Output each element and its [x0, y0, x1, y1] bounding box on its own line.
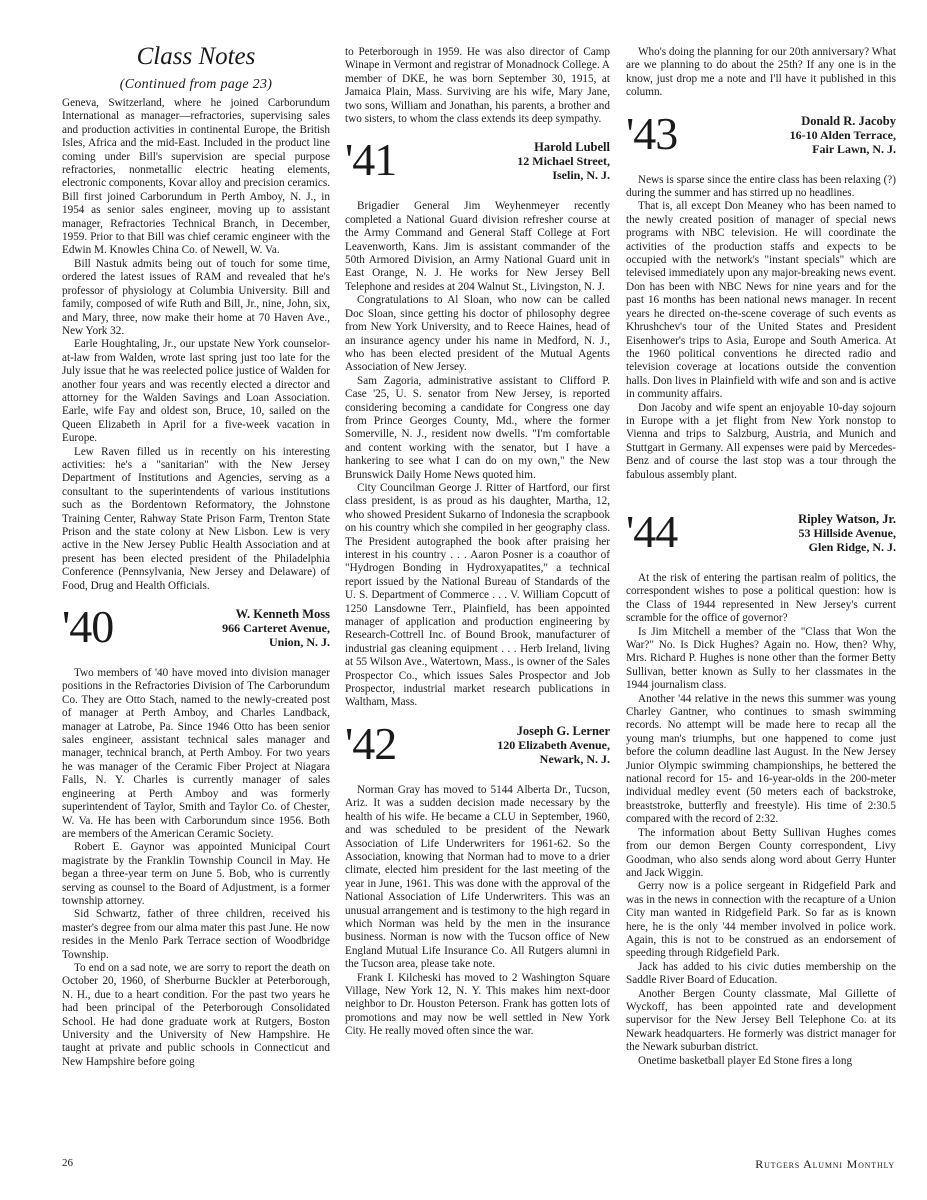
intro-paragraph: Earle Houghtaling, Jr., our upstate New York counselor-at-law from Walden, wrote last spring just too late for the July issue that he was reelected police justice of Walden for another four years and was recently elected a director and attorney for the Walden Savings and Loan Association. Earle, wife Fay and oldest son, Bruce, 10, sailed on the Queen Elizabeth in April for a five-week vacation in Europe. — [62, 338, 330, 445]
correspondent-street: 16-10 Alden Terrace, — [789, 127, 896, 142]
class-41-paragraph: Sam Zagoria, administrative assistant to Clifford P. Case '25, U. S. senator from New Jersey, is reported considering becoming a candidate for Congress one day from Prince Georges County, Md., where the former Somerville, N. J., resident now dwells. "I'm comfortable and content working with the senator, but I have a hankering to see what I can do on my own," the New Brunswick Daily Home News quoted him. — [345, 374, 610, 481]
class-40-paragraph: Sid Schwartz, father of three children, received his master's degree from our alma mater this past June. He now resides in the Menlo Park Terrace section of Woodbridge Township. — [62, 908, 330, 961]
class-44-paragraph: Is Jim Mitchell a member of the "Class that Won the War?" No. Is Dick Hughes? Again no. How, then? Why, Mrs. Richard P. Hughes is none other than the former Betty Sullivan, better known as Sully to her classmates in the 1944 journalism class. — [626, 625, 896, 692]
class-44-paragraph: Onetime basketball player Ed Stone fires a long — [638, 1054, 853, 1067]
class-44-paragraph: The information about Betty Sullivan Hughes comes from our demon Bergen County correspondent, Livy Goodman, who also sends along word about Gerry Hunter and Jack Wiggin. — [626, 826, 896, 879]
class-42-continuation: Who's doing the planning for our 20th anniversary? What are we planning to do about the 25th? If any one is in the know, just drop me a note and I'll have it published in this column. — [626, 46, 896, 99]
class-42-paragraph: Frank I. Kilcheski has moved to 2 Washington Square Village, New York 12, N. Y. This makes him next-door neighbor to Dr. Houston Peterson. Frank has gotten lots of promotions and may now be well settled in New York City. He really moved often since the war. — [345, 971, 610, 1038]
magazine-name: Rutgers Alumni Monthly — [755, 1157, 895, 1171]
class-42-paragraph: Norman Gray has moved to 5144 Alberta Dr., Tucson, Ariz. It was a sudden decision made necessary by the health of his wife. He became a CLU in September, 1960, and was scheduled to be president of the Newark Association of Life Underwriters for 1961-62. So the Association, knowing that Norman had to move to a drier climate, elected him president for the last meeting of the year in June, 1961. This was done with the approval of the National Association of Life Underwriters. This was an unusual arrangement and is testimony to the high regard in which Norman was held by the men in the insurance business. Norman is now with the Tucson office of New England Mutual Life Insurance Co. All Rutgers alumni in the Tucson area, please take note. — [345, 783, 610, 971]
continued-note: (Continued from page 23) — [119, 77, 273, 92]
correspondent-city: Union, N. J. — [268, 635, 330, 650]
correspondent-42 — [497, 724, 610, 766]
class-44-paragraph: Another Bergen County classmate, Mal Gillette of Wyckoff, has been appointed rate and development supervisor for the New Jersey Bell Telephone Co. at its Newark headquarters. He formerly was district manager for the Newark suburban district. — [626, 987, 896, 1054]
intro-paragraph: Bill Nastuk admits being out of touch for some time, ordered the latest issues of RAM and revealed that he's professor of physiology at Columbia University. Bill and family, composed of wife Ruth and Bill, Jr., nine, John, six, and Mary, three, now make their home at 70 Haven Ave., New York 32. — [62, 257, 330, 337]
class-40-continuation: to Peterborough in 1959. He was also director of Camp Winape in Vermont and registrar of Monadnock College. A member of DKE, he was born September 30, 1915, at Jamaica Plain, Mass. Surviving are his wife, Mary Jane, two sons, William and Jonathan, his parents, a brother and two sisters, to whom the class extends its deep sympathy. — [345, 46, 610, 126]
correspondent-street: 120 Elizabeth Avenue, — [497, 737, 610, 752]
intro-paragraph: Lew Raven filled us in recently on his interesting activities: he's a "sanitarian" with the New Jersey Department of Institutions and Agencies, serving as a consultant to the superintendents of various institutions such as the Bordentown Reformatory, the Johnstone Training Center, Rahway State Prison Farm, Trenton State Prison and the state colony at New Lisbon. Lew is very active in the New Jersey Public Health Association and at present has been elected president of the Philadelphia Conference (Pennsylvania, New Jersey and Delaware) of Food, Drug and Health Officials. — [62, 445, 330, 592]
column-left — [62, 40, 330, 1069]
class-43-heading — [626, 107, 896, 166]
class-41-paragraph: Brigadier General Jim Weyhenmeyer recently completed a National Guard division refresher course at the Army Command and General Staff College at Fort Leavenworth, Kans. Jim is assistant commander of the 50th Armored Division, an Army National Guard unit in East Orange, N. J. He works for New Jersey Bell Telephone and resides at 204 Walnut St., Livingston, N. J. — [345, 200, 610, 293]
class-year-43: '43 — [626, 107, 678, 159]
class-year-40: '40 — [62, 601, 114, 653]
class-40-paragraph: Two members of '40 have moved into division manager positions in the Refractories Division of The Carborundum Co. They are Otto Stach, named to the newly-created post of manager at Perth Amboy, and Charles Landback, manager at Latrobe, Pa. Since 1946 Otto has been senior sales engineer, assistant technical sales manager and manager, technical branch, at Perth Amboy. For two years he was manager of the Ceramic Fiber Project at Niagara Falls, N. Y. Charles is currently manager of sales engineering at Perth Amboy and was formerly superintendent of Taylor, Smith and Taylor Co. of Chester, W. Va. He has been with Carborundum since 1956. Both are members of the American Ceramic Society. — [62, 667, 330, 840]
correspondent-city: Newark, N. J. — [539, 751, 610, 766]
class-44-paragraph: Jack has added to his civic duties membership on the Saddle River Board of Education. — [626, 960, 896, 987]
class-42-heading — [345, 717, 610, 776]
class-40-heading — [62, 603, 330, 659]
class-41-heading — [345, 136, 610, 192]
class-41-paragraph: City Councilman George J. Ritter of Hartford, our first class president, is as proud as his daughter, Martha, 12, who showed President Sukarno of Indonesia the scrapbook on his country which she compiled in her geography class. The President autographed the book after praising her interest in his country . . . Aaron Posner is a coauthor of "Hydrogen Bonding in Hydroxyapatites," a technical report issued by the National Bureau of Standards of the U. S. Department of Commerce . . . V. William Copcutt of 1250 Lansdowne Terr., Plainfield, has been appointed manager of application and production engineering by Research-Cottrell Inc. of Bound Brook, manufacturer of industrial gas cleaning equipment . . . Herb Ireland, living at 55 Wilson Ave., Watertown, Mass., is owner of the Sales Prospector Co., which issues Sales Prospector and Job Prospector, industrial market research publications in Waltham, Mass. — [345, 481, 610, 709]
correspondent-name: Joseph G. Lerner — [516, 723, 610, 738]
correspondent-name: Ripley Watson, Jr. — [798, 511, 896, 526]
class-43-paragraph: Don Jacoby and wife spent an enjoyable 10-day sojourn in Europe with a jet flight from New York nonstop to Vienna and trips to Salzburg, Austria, and Munich and Stuttgart in Germany. All expenses were paid by Mercedes-Benz and of course the last stop was a tour through the fabulous assembly plant. — [626, 401, 896, 481]
class-year-44: '44 — [626, 505, 678, 557]
correspondent-city: Fair Lawn, N. J. — [812, 141, 896, 156]
correspondent-43 — [790, 114, 896, 156]
correspondent-40 — [222, 607, 330, 649]
correspondent-city: Iselin, N. J. — [552, 168, 610, 183]
page-number: 26 — [62, 1157, 73, 1169]
correspondent-name: Harold Lubell — [534, 140, 610, 155]
correspondent-name: Donald R. Jacoby — [801, 113, 896, 128]
correspondent-street: 12 Michael Street, — [517, 154, 610, 169]
class-44-paragraph: Gerry now is a police sergeant in Ridgefield Park and was in the news in connection with the recapture of a Union City man wanted in Ridgefield Park. So far as is known here, he is the only '44 member involved in police work. Again, this is not to be construed as an endorsement of speeding through Ridgefield Park. — [626, 880, 896, 960]
correspondent-name: W. Kenneth Moss — [235, 607, 330, 622]
class-year-41: '41 — [345, 134, 397, 186]
class-44-heading — [626, 505, 896, 564]
correspondent-street: 966 Carteret Avenue, — [222, 621, 330, 636]
correspondent-street: 53 Hillside Avenue, — [798, 525, 896, 540]
class-40-paragraph: To end on a sad note, we are sorry to report the death on October 20, 1960, of Sherburne Buckler at Peterborough, N. H., due to a heart condition. For the past two years he had been principal of the Peterborough Consolidated School. He had done graduate work at Rutgers, Boston University and the University of New Hampshire. He taught at private and public schools in Connecticut and New Hampshire before going — [62, 961, 330, 1068]
correspondent-41 — [517, 140, 610, 182]
column-right — [626, 46, 896, 1068]
class-44-paragraph: At the risk of entering the partisan realm of politics, the correspondent wishes to pose a political question: how is the Class of 1944 represented in New Jersey's current scramble for the office of governor? — [626, 571, 896, 625]
class-44-paragraph: Another '44 relative in the news this summer was young Charley Gantner, who continues to smash swimming records. No attempt will be made here to recap all the young man's triumphs, but one happened to come just before the column deadline last August. In the New Jersey Junior Olympic swimming championships, he bettered the national record for 15- and 16-year-olds in the 200-meter individual medley event (50 meters each of backstroke, breaststroke, butterfly and freestyle). His time of 2:30.5 compared with the record of 2:32. — [626, 692, 896, 826]
class-43-paragraph: News is sparse since the entire class has been relaxing (?) during the summer and has stirred up no headlines. — [626, 173, 896, 200]
class-40-paragraph: Robert E. Gaynor was appointed Municipal Court magistrate by the Franklin Township Council in May. He began a three-year term on June 5. Bob, who is currently serving as counsel to the Board of Adjustment, is a former township attorney. — [62, 841, 330, 907]
page-title: Class Notes — [136, 43, 256, 70]
column-middle — [345, 46, 610, 1039]
class-41-paragraph: Congratulations to Al Sloan, who now can be called Doc Sloan, since getting his doctor of philosophy degree from New York University, and to Reece Haines, head of an insurance agency under his name in Medford, N. J., who has been elected president of the Mutual Agents Association of New Jersey. — [345, 294, 610, 374]
correspondent-city: Glen Ridge, N. J. — [808, 539, 896, 554]
class-43-paragraph: That is, all except Don Meaney who has been named to the newly created position of manager of special news programs with NBC television. He will coordinate the activities of the production staffs and expects to be occupied with the network's "instant specials" which are televised immediately upon any major-breaking news event. Don has been with NBC News for nine years and for the past 16 months has been national news manager. In recent years he directed on-the-scene coverage of such events as Khrushchev's tour of the United States and President Eisenhower's trips to Asia, Europe and South America. At the 1960 political conventions he directed radio and television coverage at locations outside the convention halls. Don lives in Plainfield with wife and son and is active in community affairs. — [626, 200, 896, 401]
class-year-42: '42 — [345, 717, 397, 769]
intro-paragraph: Geneva, Switzerland, where he joined Carborundum International as manager—refractories, supervising sales and production activities in continental Europe, the British Isles, Africa and the mid-East. Included in the product line coming under Bill's supervision are special purpose refractories, nonmetallic electric heating elements, electronic components, Kovar alloy and precision ceramics. Bill first joined Carborundum in Perth Amboy, N. J., in 1954 as senior sales engineer, moving up to assistant manager, Refractories Technical Branch, in December, 1959. Prior to that Bill was chief ceramic engineer with the Edwin M. Knowles China Co. of Newell, W. Va. — [62, 97, 330, 257]
correspondent-44 — [798, 512, 896, 554]
